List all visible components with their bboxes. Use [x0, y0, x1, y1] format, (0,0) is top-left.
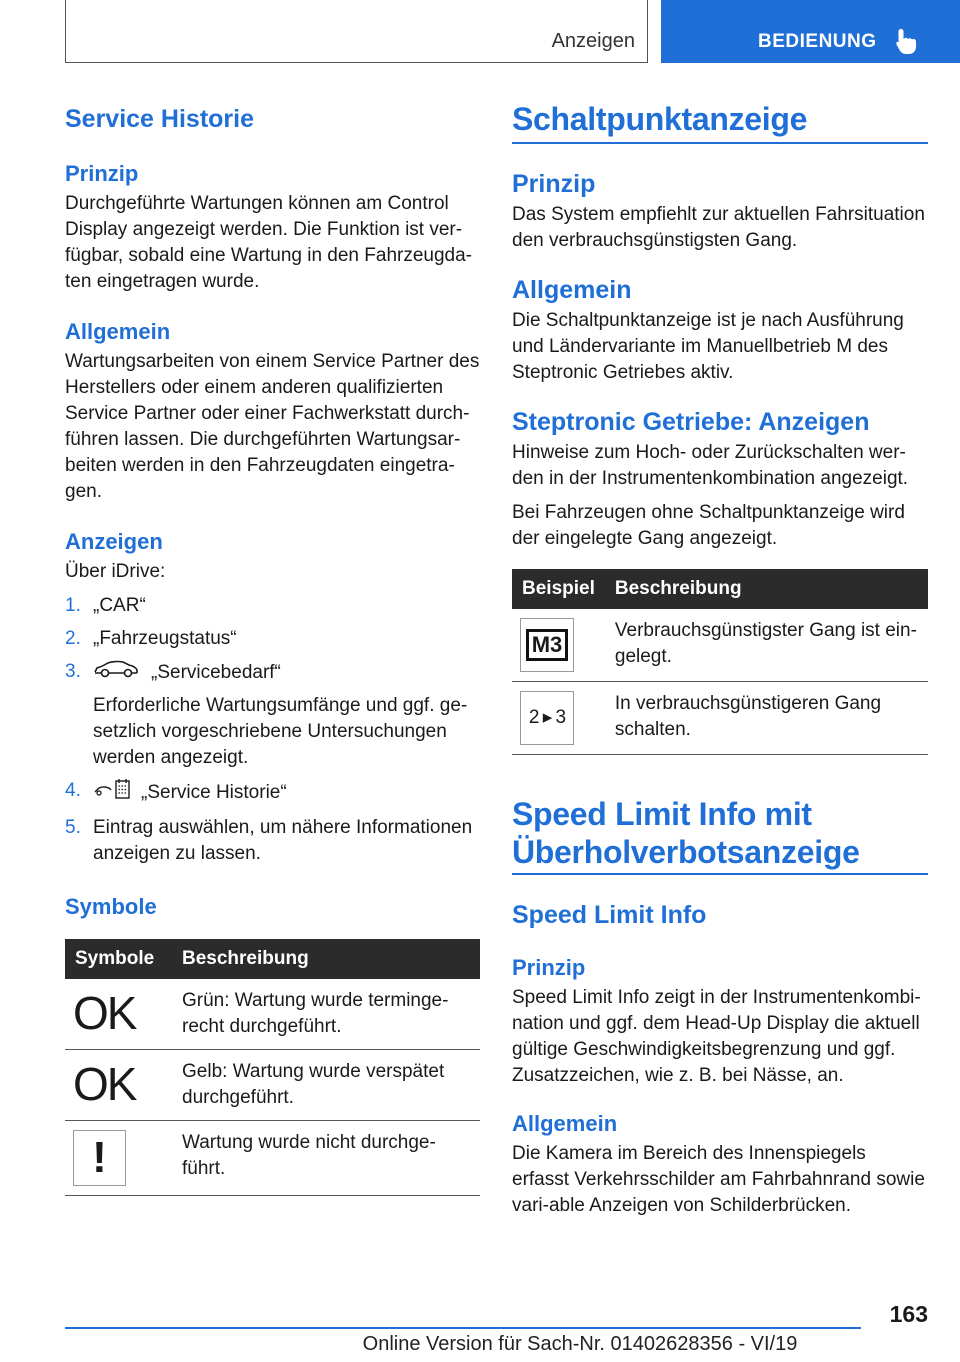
steptronic-heading: Steptronic Getriebe: Anzeigen — [512, 408, 870, 436]
table-cell: In verbrauchsgünstigeren Gang schalten. — [605, 682, 928, 755]
prinzip-heading: Prinzip — [65, 161, 139, 186]
allgemein-heading: Allgemein — [65, 319, 171, 344]
steptronic-text-2: Bei Fahrzeugen ohne Schaltpunktanzeige wird der eingelegte Gang angezeigt. — [512, 502, 905, 549]
gear-table — [512, 569, 928, 755]
ok-symbol-green: OK — [73, 987, 136, 1039]
title-rule — [512, 142, 928, 144]
allgemein-heading: Allgemein — [512, 276, 632, 304]
sli-prinzip-heading: Prinzip — [512, 955, 586, 980]
allgemein-text: Wartungsarbeiten von einem Service Partner des Herstellers oder einem anderen qualifizierten Service Partner oder einer Fachwerkstatt durch‐führen lassen. Die durchgeführten Wartungsar‐beiten werden in den Fahrzeugdaten eingetra‐gen. — [65, 351, 480, 502]
table-header: Symbole — [65, 939, 172, 979]
right-column — [512, 100, 928, 1219]
table-header: Beispiel — [512, 569, 605, 609]
prinzip-text: Durchgeführte Wartungen können am Control Display angezeigt werden. Die Funktion ist ver‐fügbar, sobald eine Wartung in den Fahrzeugda‐ten eingetragen wurde. — [65, 193, 473, 292]
gear-m3-icon: M3 — [520, 618, 574, 672]
sli-allgemein-text: Die Kamera im Bereich des Innenspiegels erfasst Verkehrsschilder am Fahrbahnrand sowie vari‐able Anzeigen von Schilderbrücken. — [512, 1143, 925, 1216]
prinzip-text: Das System empfiehlt zur aktuellen Fahrsituation den verbrauchsgünstigsten Gang. — [512, 204, 925, 251]
anzeigen-heading: Anzeigen — [65, 529, 163, 554]
service-historie-title: Service Historie — [65, 105, 254, 133]
speed-limit-info-heading: Speed Limit Info — [512, 901, 707, 929]
symbole-heading: Symbole — [65, 894, 157, 919]
list-item: 4. „Service Historie“ — [65, 778, 480, 808]
list-item: 3. „Servicebedarf“ Erforderliche Wartungsumfänge und ggf. ge‐setzlich vorgeschriebene Untersuchungen werden angezeigt. — [65, 659, 480, 771]
table-cell: Grün: Wartung wurde terminge‐recht durchgeführt. — [172, 979, 480, 1050]
table-header: Beschreibung — [172, 939, 480, 979]
service-history-icon — [93, 778, 131, 808]
schaltpunktanzeige-title: Schaltpunktanzeige — [512, 101, 808, 137]
header-box — [65, 0, 648, 63]
list-item: 2. „Fahrzeugstatus“ — [65, 628, 237, 649]
symbol-table — [65, 939, 480, 1196]
page-number: 163 — [889, 1301, 928, 1327]
prinzip-heading: Prinzip — [512, 170, 596, 198]
section-title: Anzeigen — [551, 30, 635, 52]
pointing-hand-icon — [894, 27, 920, 60]
table-cell: Verbrauchsgünstigster Gang ist ein‐gelegt. — [605, 609, 928, 682]
chapter-tab[interactable] — [661, 0, 960, 63]
upshift-icon: 2 ▸ 3 — [520, 691, 574, 745]
table-row — [65, 979, 480, 1050]
speed-limit-title-line-1: Speed Limit Info mit — [512, 796, 812, 832]
list-item: 1. „CAR“ — [65, 595, 146, 616]
table-row — [65, 1121, 480, 1196]
sli-prinzip-text: Speed Limit Info zeigt in der Instrumentenkombi‐nation und ggf. dem Head-Up Display die aktuell gültige Geschwindigkeitsbegrenzung und ggf. Zusatzzeichen, wie z. B. bei Nässe, an. — [512, 987, 921, 1086]
table-cell: Gelb: Wartung wurde verspätet durchgeführt. — [172, 1050, 480, 1121]
speed-limit-title-line-2: Überholverbotsanzeige — [512, 834, 860, 870]
exclamation-icon: ! — [73, 1130, 126, 1186]
table-header: Beschreibung — [605, 569, 928, 609]
idrive-steps — [65, 593, 480, 867]
title-rule — [512, 873, 928, 875]
table-row — [512, 682, 928, 755]
sli-allgemein-heading: Allgemein — [512, 1111, 618, 1136]
table-cell: Wartung wurde nicht durchge‐führt. — [172, 1121, 480, 1196]
anzeigen-intro: Über iDrive: — [65, 561, 166, 582]
left-column — [65, 100, 480, 1196]
step-detail: Erforderliche Wartungsumfänge und ggf. ge‐setzlich vorgeschriebene Untersuchungen werden angezeigt. — [93, 695, 468, 768]
chapter-tab-label: BEDIENUNG — [758, 31, 877, 52]
allgemein-text: Die Schaltpunktanzeige ist je nach Ausführung und Ländervariante im Manuellbetrieb M des Steptronic Getriebes aktiv. — [512, 310, 904, 383]
table-row — [512, 609, 928, 682]
ok-symbol-yellow: OK — [73, 1058, 136, 1110]
online-version-footer: Online Version für Sach-Nr. 01402628356 - VI/19 — [362, 1333, 798, 1355]
footer-rule — [65, 1327, 861, 1329]
car-outline-icon — [93, 659, 139, 687]
list-item: 5. Eintrag auswählen, um nähere Informationen anzeigen zu lassen. — [65, 817, 473, 864]
steptronic-text-1: Hinweise zum Hoch- oder Zurückschalten wer‐den in der Instrumentenkombination angezeigt. — [512, 442, 909, 489]
table-row — [65, 1050, 480, 1121]
